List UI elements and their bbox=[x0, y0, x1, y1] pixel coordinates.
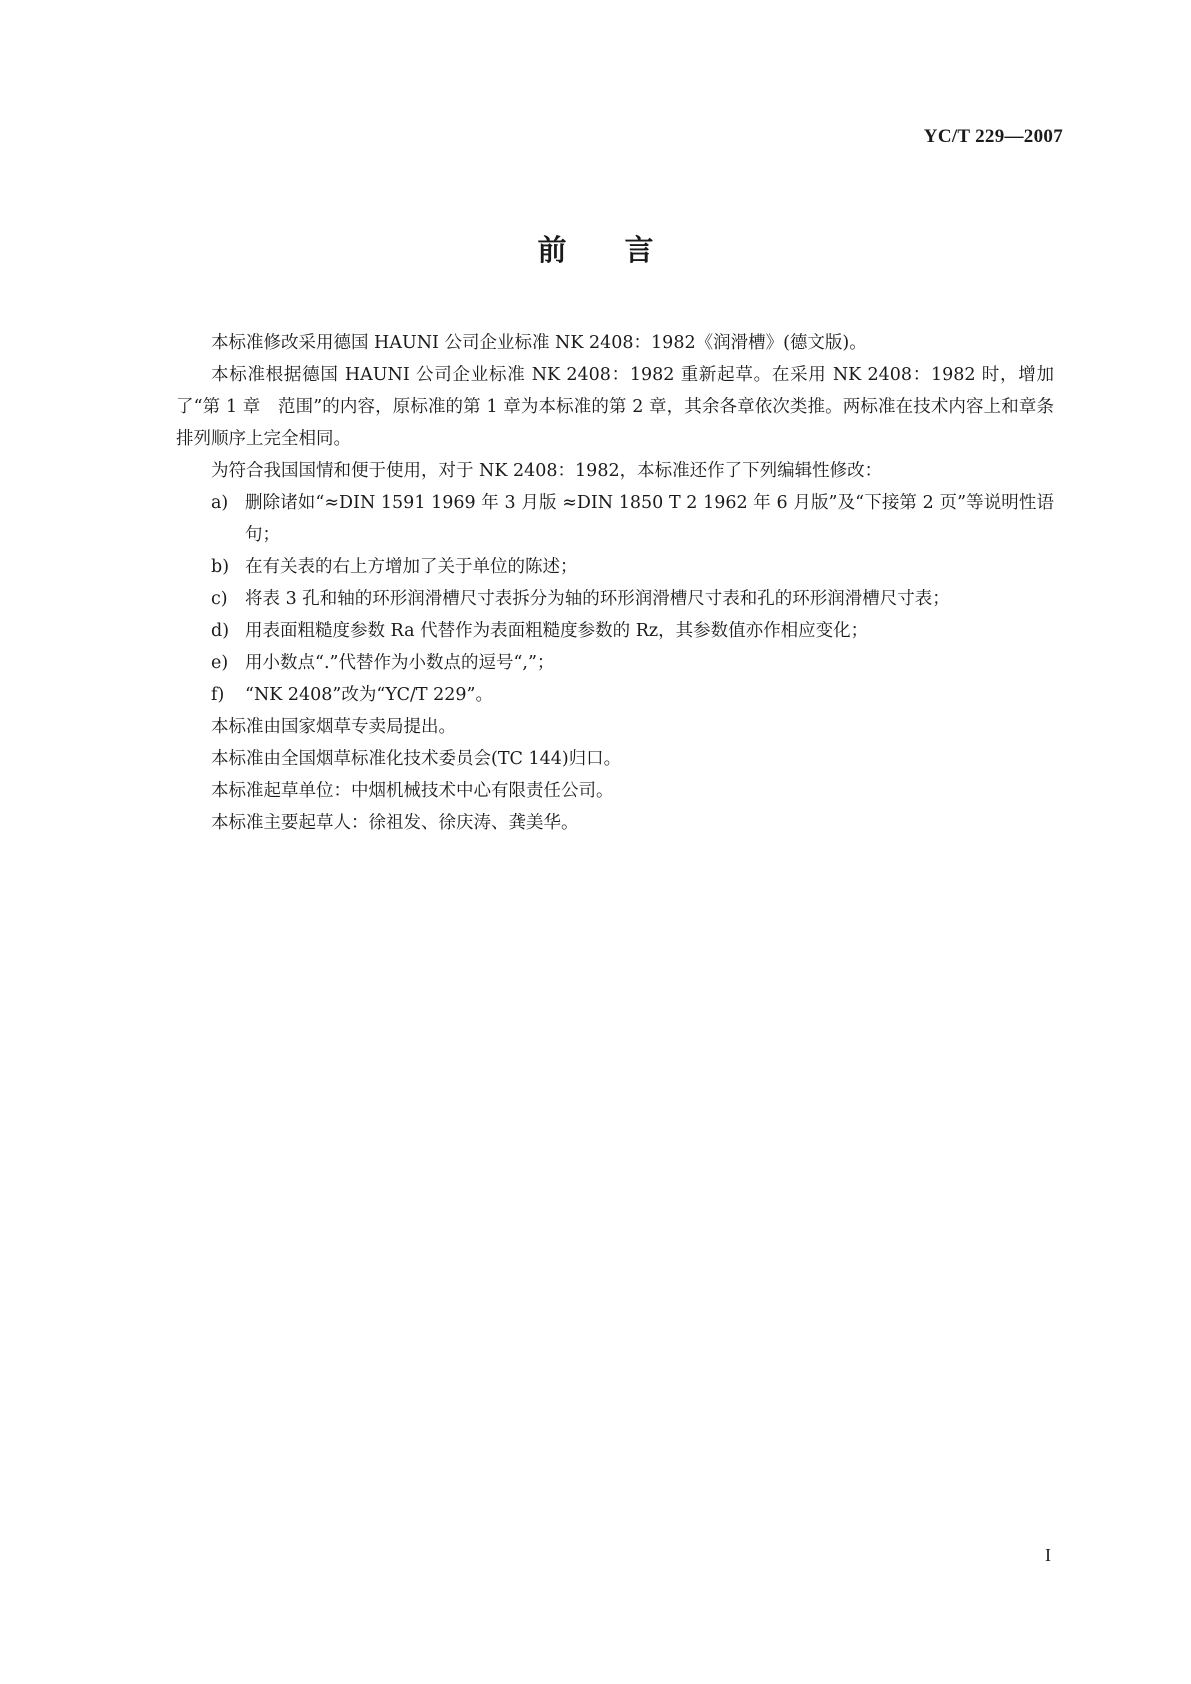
list-item bbox=[176, 487, 1054, 551]
list-marker: c) bbox=[211, 589, 228, 609]
list-item bbox=[176, 615, 1054, 647]
paragraph-committee: 本标准由全国烟草标准化技术委员会(TC 144)归口。 bbox=[211, 749, 622, 769]
paragraph-proposer: 本标准由国家烟草专卖局提出。 bbox=[211, 717, 456, 737]
list-marker: f) bbox=[211, 685, 225, 705]
list-item bbox=[176, 583, 1054, 615]
list-item bbox=[176, 647, 1054, 679]
preface-body bbox=[176, 327, 1054, 839]
paragraph-drafters: 本标准主要起草人：徐祖发、徐庆涛、龚美华。 bbox=[211, 813, 579, 833]
list-item bbox=[176, 551, 1054, 583]
list-text: 在有关表的右上方增加了关于单位的陈述； bbox=[245, 557, 578, 577]
document-code: YC/T 229—2007 bbox=[923, 126, 1063, 147]
list-text: 用表面粗糙度参数 Ra 代替作为表面粗糙度参数的 Rz，其参数值亦作相应变化； bbox=[245, 621, 869, 641]
paragraph-drafting-basis: 本标准根据德国 HAUNI 公司企业标准 NK 2408：1982 重新起草。在采用 NK 2408：1982 时，增加了“第 1 章 范围”的内容，原标准的第 1 章为本标准的第 2 章，其余各章依次类推。两标准在技术内容上和章条排列顺序上完全相同。 bbox=[176, 365, 1054, 449]
page-number: I bbox=[1045, 1545, 1051, 1565]
list-marker: a) bbox=[211, 493, 229, 513]
paragraph-adoption: 本标准修改采用德国 HAUNI 公司企业标准 NK 2408：1982《润滑槽》(德文版)。 bbox=[211, 333, 867, 353]
list-marker: b) bbox=[211, 557, 230, 577]
list-text: 删除诸如“≈DIN 1591 1969 年 3 月版 ≈DIN 1850 T 2 1962 年 6 月版”及“下接第 2 页”等说明性语句； bbox=[245, 493, 1054, 545]
list-marker: e) bbox=[211, 653, 229, 673]
list-text: 将表 3 孔和轴的环形润滑槽尺寸表拆分为轴的环形润滑槽尺寸表和孔的环形润滑槽尺寸表； bbox=[245, 589, 950, 609]
paragraph-drafting-unit: 本标准起草单位：中烟机械技术中心有限责任公司。 bbox=[211, 781, 614, 801]
list-marker: d) bbox=[211, 621, 230, 641]
paragraph-editorial-intro: 为符合我国国情和便于使用，对于 NK 2408：1982，本标准还作了下列编辑性修改： bbox=[211, 461, 883, 481]
list-text: 用小数点“.”代替作为小数点的逗号“,”； bbox=[245, 653, 555, 673]
list-text: “NK 2408”改为“YC/T 229”。 bbox=[245, 685, 493, 705]
page-title: 前言 bbox=[537, 233, 712, 267]
list-item bbox=[176, 679, 1054, 711]
